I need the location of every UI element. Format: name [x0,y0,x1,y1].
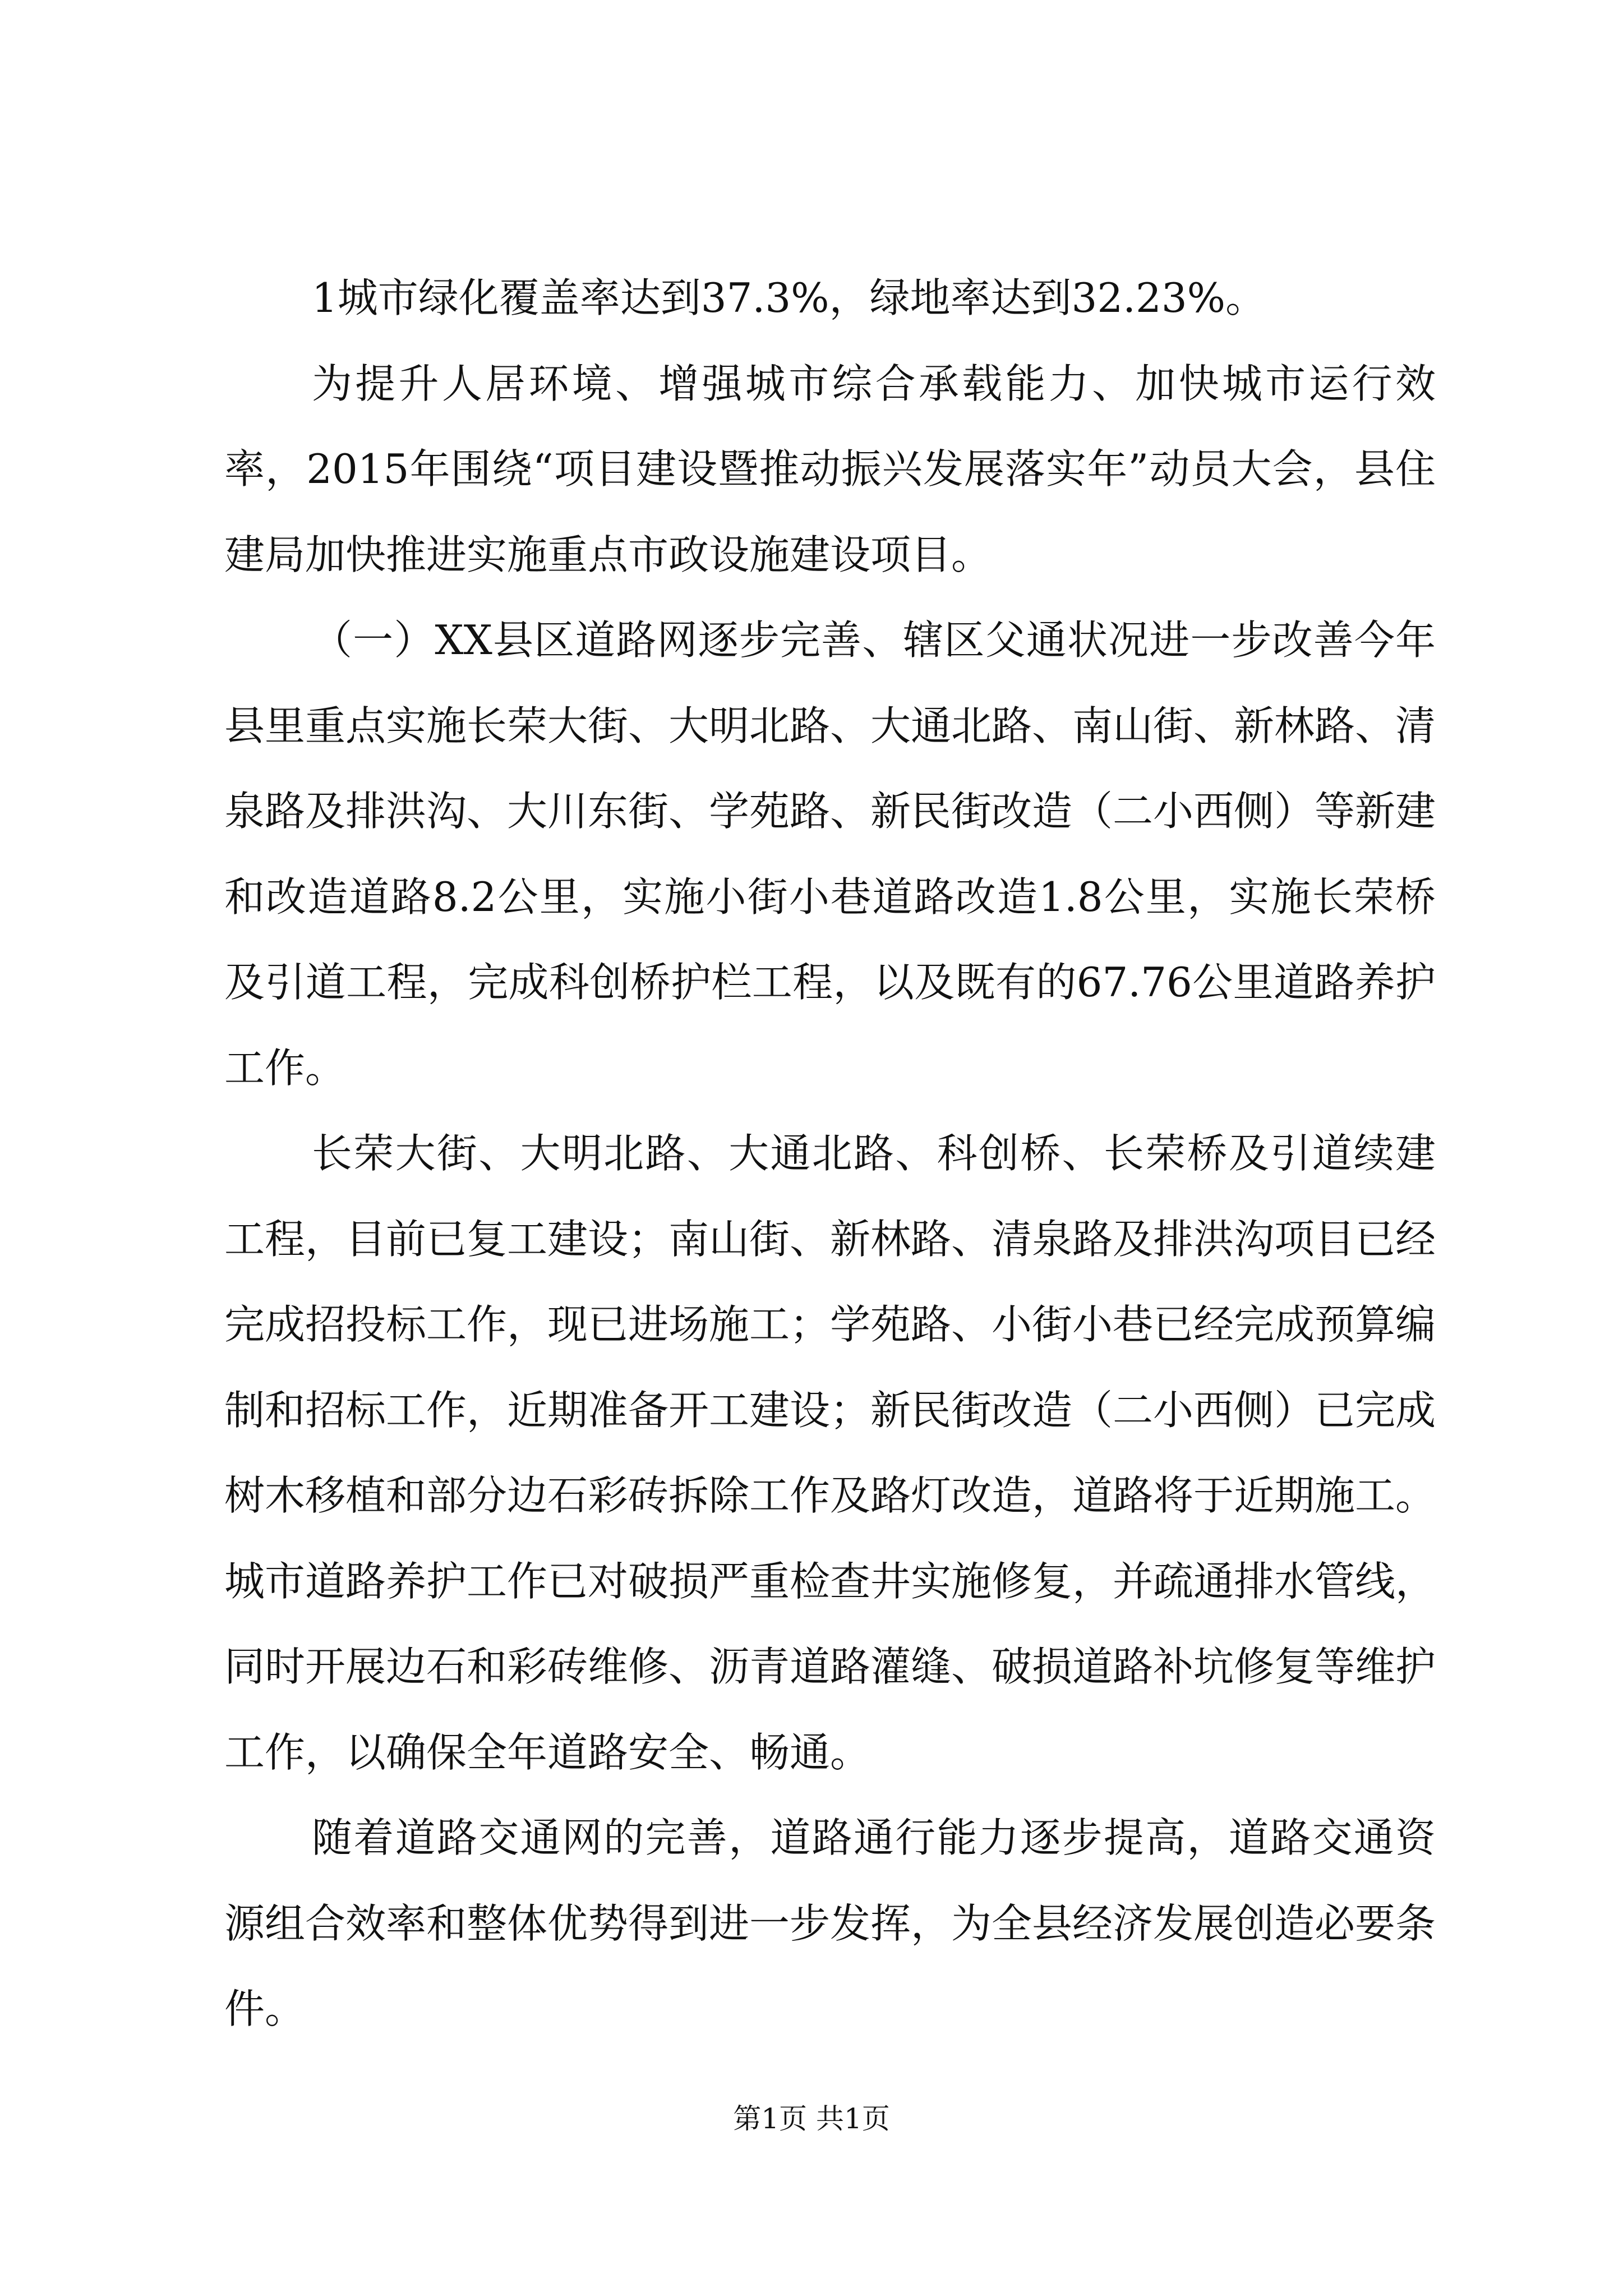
paragraph-3: （一）XX县区道路网逐步完善、辖区父通状况进一步改善今年县里重点实施长荣大街、大明北路、大通北路、南山街、新林路、清泉路及排洪沟、大川东街、学苑路、新民街改造（二小西侧）等新建和改造道路8.2公里，实施小街小巷道路改造1.8公里，实施长荣桥及引道工程，完成科创桥护栏工程，以及既有的67.76公里道路养护工作。 [224,616,1436,1092]
paragraph-4: 长荣大街、大明北路、大通北路、科创桥、长荣桥及引道续建工程，目前已复工建设；南山街、新林路、清泉路及排洪沟项目已经完成招投标工作，现已进场施工；学苑路、小街小巷已经完成预算编制和招标工作，近期准备开工建设；新民街改造（二小西侧）已完成树木移植和部分边石彩砖拆除工作及路灯改造，道路将于近期施工。城市道路养护工作已对破损严重检查井实施修复，并疏通排水管线，同时开展边石和彩砖维修、沥青道路灌缝、破损道路补坑修复等维护工作，以确保全年道路安全、畅通。 [224,1130,1436,1776]
paragraph-1: 1城市绿化覆盖率达到37.3%，绿地率达到32.23%。 [312,274,1266,321]
page-footer: 第1页 共1页 [733,2102,890,2135]
document-body [224,255,1436,2052]
paragraph-2: 为提升人居环境、增强城市综合承载能力、加快城市运行效率，2015年围绕“项目建设暨推动振兴发展落实年”动员大会，县住建局加快推进实施重点市政设施建设项目。 [224,360,1436,578]
paragraph-5: 随着道路交通网的完善，道路通行能力逐步提高，道路交通资源组合效率和整体优势得到进一步发挥，为全县经济发展创造必要条件。 [224,1814,1436,2032]
